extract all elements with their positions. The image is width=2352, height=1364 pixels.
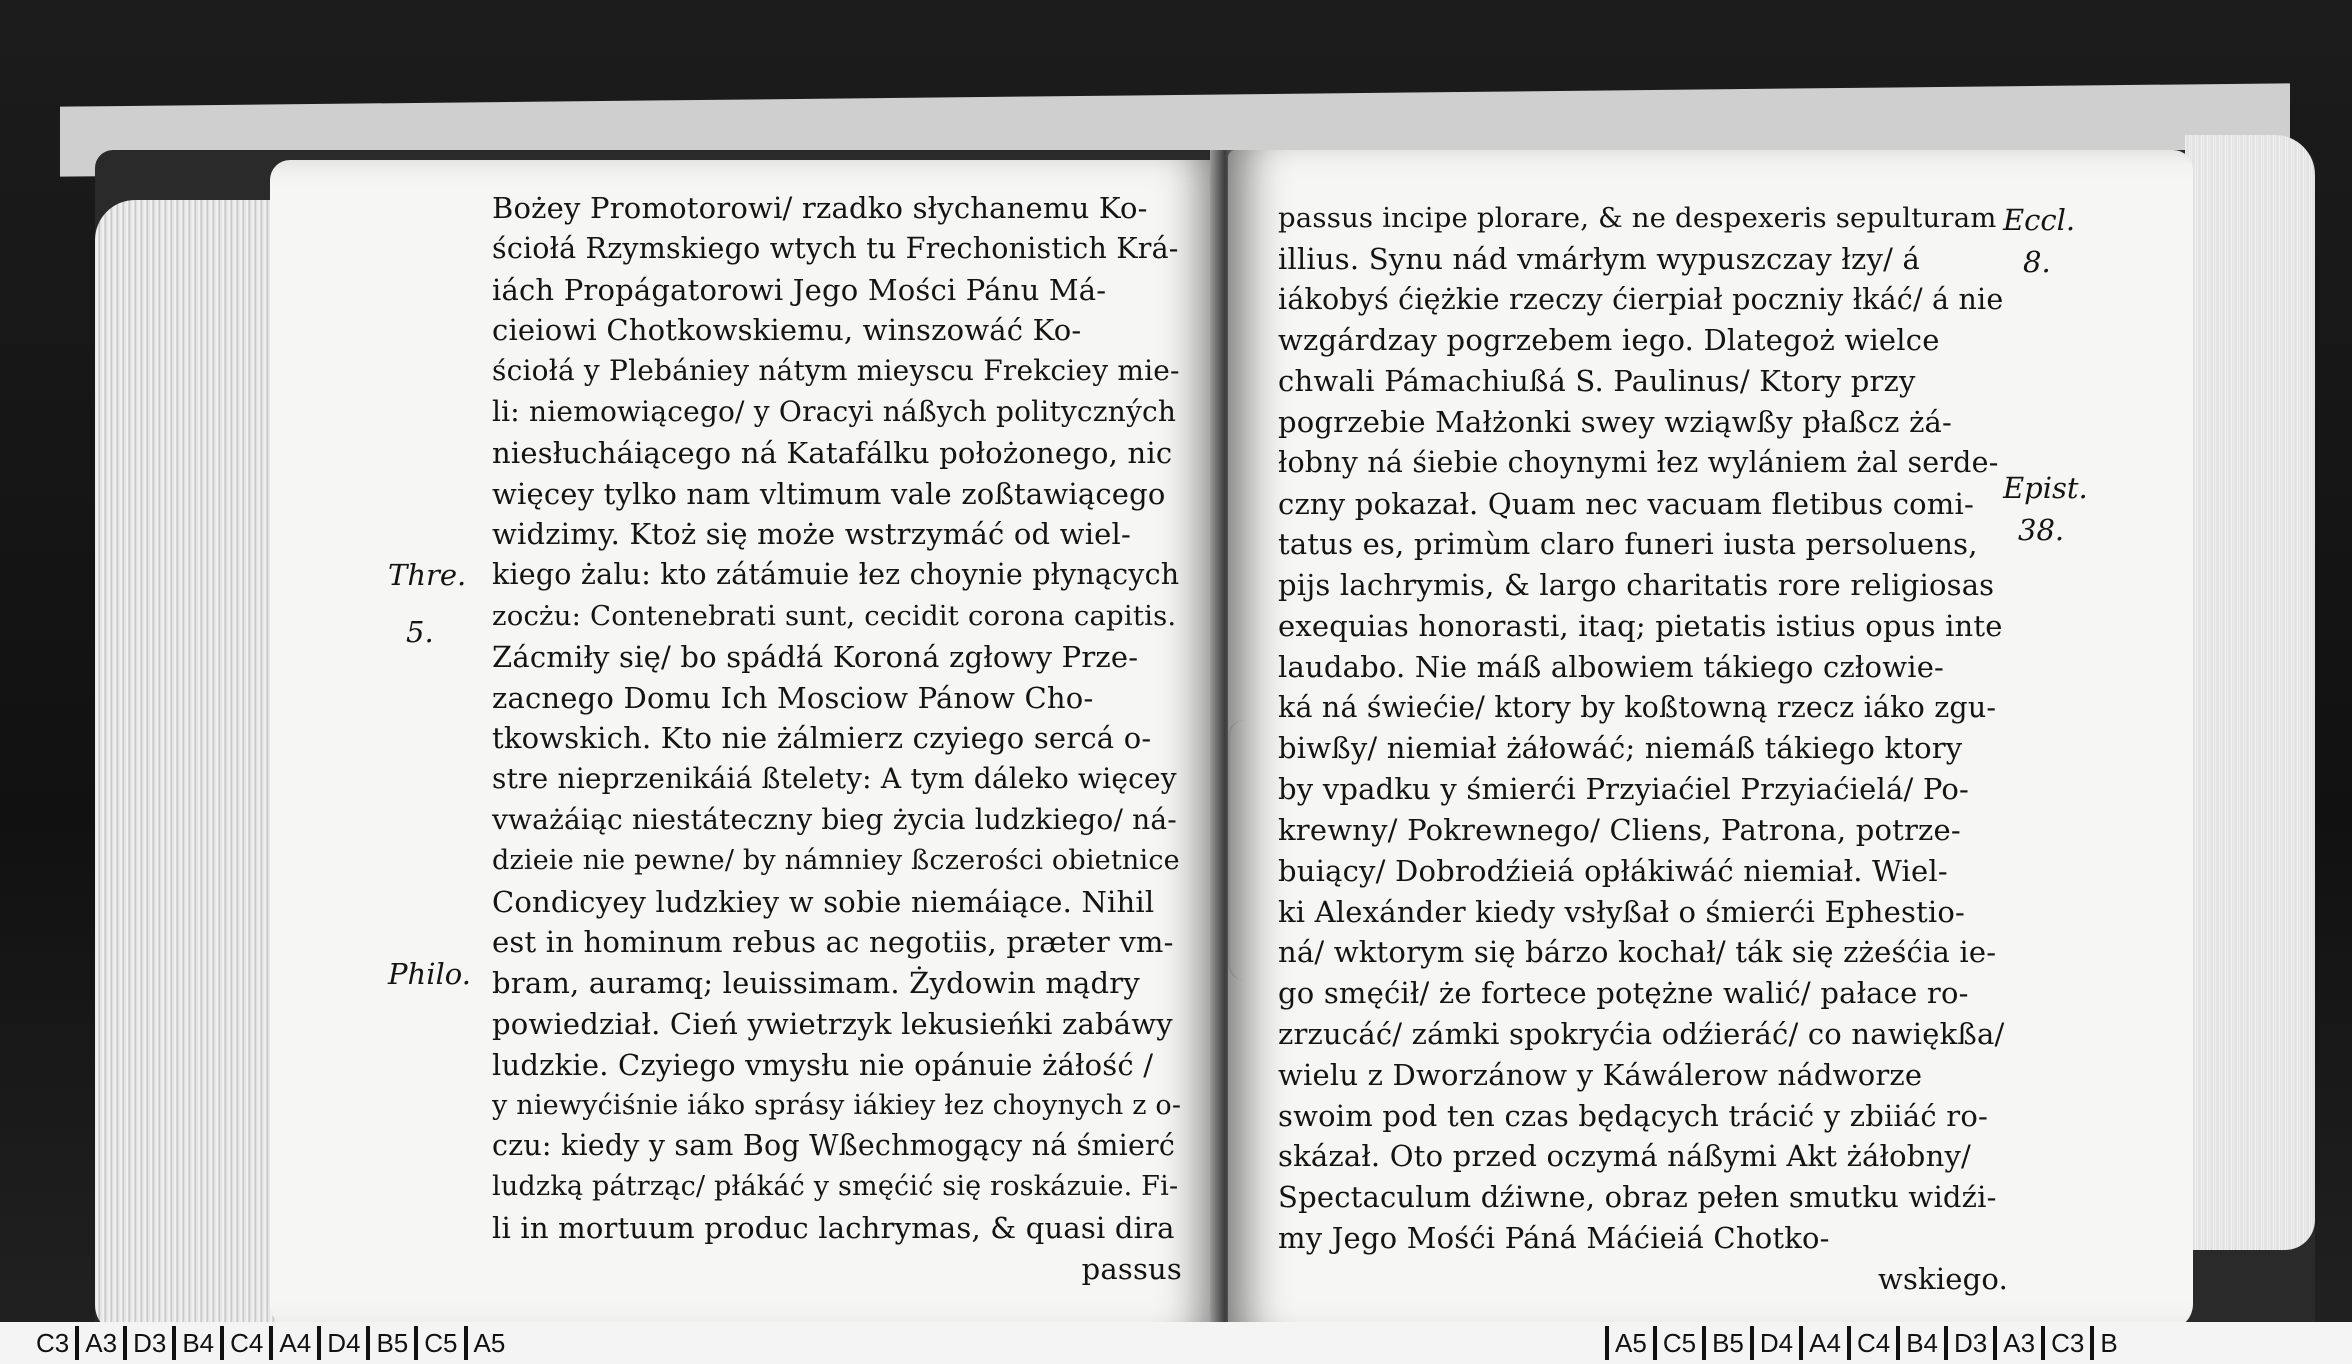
ruler-label: C3 [36,1328,70,1358]
ruler-label: D4 [1750,1326,1799,1360]
scan-ruler-right [1605,1326,2124,1360]
margin-note: 5. [406,615,434,649]
text-line: wielu z Dworzánow y Káwálerow nádworze [1278,1057,1923,1092]
binding-thread [1228,720,1260,980]
ruler-label: B5 [366,1326,414,1360]
ruler-label: C4 [1847,1326,1896,1360]
text-line: vważáiąc niestáteczny bieg życia ludzkiego/ ná- [492,802,1177,836]
text-line: czny pokazał. Quam nec vacuam fletibus comi- [1278,486,1974,521]
ruler-label: A4 [1799,1326,1847,1360]
scan-ruler-left [30,1326,511,1360]
ruler-label: A4 [269,1326,317,1360]
text-line: ludzkie. Czyiego vmysłu nie opánuie żáłość / [492,1047,1154,1082]
text-line: dzieie nie pewne/ by námniey ßczerości obietnice [492,844,1180,876]
text-line: li: niemowiącego/ y Oracyi náßych polityczných [492,394,1177,428]
text-line: illius. Synu nád vmárłym wypuszczay łzy/ á [1278,241,1920,276]
left-page-text [492,188,1182,1290]
right-page-edges [2185,135,2315,1250]
text-line: tatus es, primùm claro funeri iusta persoluens, [1278,527,1978,562]
text-line: exequias honorasti, itaq; pietatis istius opus inte [1278,608,2003,643]
text-line: buiący/ Dobrodźieiá opłákiwáć niemiał. Wiel- [1278,853,1948,888]
text-line: zrzucáć/ zámki spokryćia odźieráć/ co nawiękßa/ [1278,1016,2005,1051]
text-line: wzgárdzay pogrzebem iego. Dlategoż wielce [1278,323,1940,358]
text-line: ná/ wktorym się bárzo kochał/ ták się zżeśćia ie- [1278,935,1997,970]
ruler-label: D4 [317,1326,366,1360]
text-line: laudabo. Nie máß albowiem tákiego człowie- [1278,649,1945,684]
ruler-label: B4 [1896,1326,1944,1360]
text-line: cieiowi Chotkowskiemu, winszowáć Ko- [492,313,1082,348]
text-line: ściołá y Plebániey nátym mieyscu Frekciey mie- [492,354,1180,388]
ruler-label: A5 [1605,1326,1653,1360]
ruler-label: A3 [75,1326,123,1360]
text-line: tkowskich. Kto nie żálmierz czyiego sercá o- [492,721,1152,756]
text-line: my Jego Mośći Páná Máćieiá Chotko- [1278,1220,1830,1255]
text-line: zocżu: Contenebrati sunt, cecidit corona capitis. [492,599,1177,632]
ruler-label: C5 [1653,1326,1702,1360]
text-line: passus incipe plorare, & ne despexeris sepulturam [1278,202,1997,234]
ruler-label: B4 [172,1326,220,1360]
text-line: pogrzebie Małżonki swey wziąwßy płaßcz żá- [1278,404,1953,439]
catchword: passus [1081,1251,1182,1286]
text-line: pijs lachrymis, & largo charitatis rore religiosas [1278,568,1995,603]
text-line: widzimy. Ktoż się może wstrzymáć od wiel- [492,517,1132,552]
text-line: skázał. Oto przed oczymá náßymi Akt żáłobny/ [1278,1139,1972,1174]
text-line: więcey tylko nam vltimum vale zoßtawiącego [492,476,1166,511]
ruler-label: C3 [2041,1326,2090,1360]
text-line: est in hominum rebus ac negotiis, præter vm- [492,925,1174,960]
text-line: by vpadku y śmierći Przyiaćiel Przyiaćielá/ Po- [1278,772,1970,807]
text-line: swoim pod ten czas będących trácić y zbiiáć ro- [1278,1098,1988,1133]
text-line: li in mortuum produc lachrymas, & quasi dira [492,1210,1175,1245]
text-line: ki Alexánder kiedy vsłyßał o śmierći Ephestio- [1278,894,1966,929]
text-line: ludzką pátrząc/ płákáć y smęćić się roskázuie. Fi- [492,1171,1179,1203]
text-line: powiedział. Cień ywietrzyk lekusieńki zabáwy [492,1006,1173,1041]
text-line: iách Propágatorowi Jego Mości Pánu Má- [492,272,1107,307]
text-line: ściołá Rzymskiego wtych tu Frechonistich Krá- [492,231,1179,265]
margin-note: Philo. [388,957,471,991]
margin-note: 38. [2018,513,2065,547]
right-page-text [1278,198,2008,1300]
ruler-label: D3 [1944,1326,1993,1360]
text-line: ká ná świećie/ ktory by koßtowną rzecz iáko zgu- [1278,690,1997,724]
margin-note: Epist. [2003,471,2088,505]
left-page [270,160,1220,1330]
text-line: łobny ná śiebie choynymi łez wylániem żal serde- [1278,445,1999,479]
ruler-label: C4 [220,1326,269,1360]
ruler-label: B5 [1702,1326,1750,1360]
text-line: Spectaculum dźiwne, obraz pełen smutku widźi- [1278,1180,1997,1215]
margin-note: Thre. [388,558,467,592]
text-line: Condicyey ludzkiey w sobie niemáiące. Nihil [492,884,1155,919]
text-line: zacnego Domu Ich Mosciow Pánow Cho- [492,680,1094,715]
margin-note: 8. [2023,245,2051,279]
text-line: kiego żalu: kto zátámuie łez choynie płynących [492,558,1180,592]
margin-note: Eccl. [2003,203,2076,237]
catchword: wskiego. [1877,1261,2008,1296]
text-line: Zácmiły się/ bo spádłá Koroná zgłowy Prze- [492,639,1139,674]
text-line: Bożey Promotorowi/ rzadko słychanemu Ko- [492,191,1148,225]
text-line: y niewyćiśnie iáko sprásy iákiey łez choynych z o- [492,1089,1182,1121]
text-line: iákobyś ćiężkie rzeczy ćierpiał poczniy łkáć/ á nie [1278,282,2004,316]
ruler-label: A3 [1993,1326,2041,1360]
text-line: go smęćił/ że fortece potężne walić/ pałace ro- [1278,976,1969,1011]
text-line: bram, auramq; leuissimam. Żydowin mądry [492,966,1140,1001]
ruler-label: B [2090,1326,2123,1360]
ruler-label: D3 [123,1326,172,1360]
text-line: stre nieprzenikáiá ßtelety: A tym dáleko więcey [492,762,1177,796]
text-line: niesłucháiącego ná Katafálku położonego, nic [492,435,1173,470]
text-line: krewny/ Pokrewnego/ Cliens, Patrona, potrze- [1278,812,1961,847]
ruler-label: C5 [414,1326,463,1360]
text-line: chwali Pámachiußá S. Paulinus/ Ktory przy [1278,364,1916,399]
ruler-label: A5 [464,1326,512,1360]
right-page [1228,150,2193,1330]
text-line: biwßy/ niemiał żáłowáć; niemáß tákiego ktory [1278,731,1963,766]
text-line: czu: kiedy y sam Bog Wßechmogący ná śmierć [492,1129,1175,1163]
